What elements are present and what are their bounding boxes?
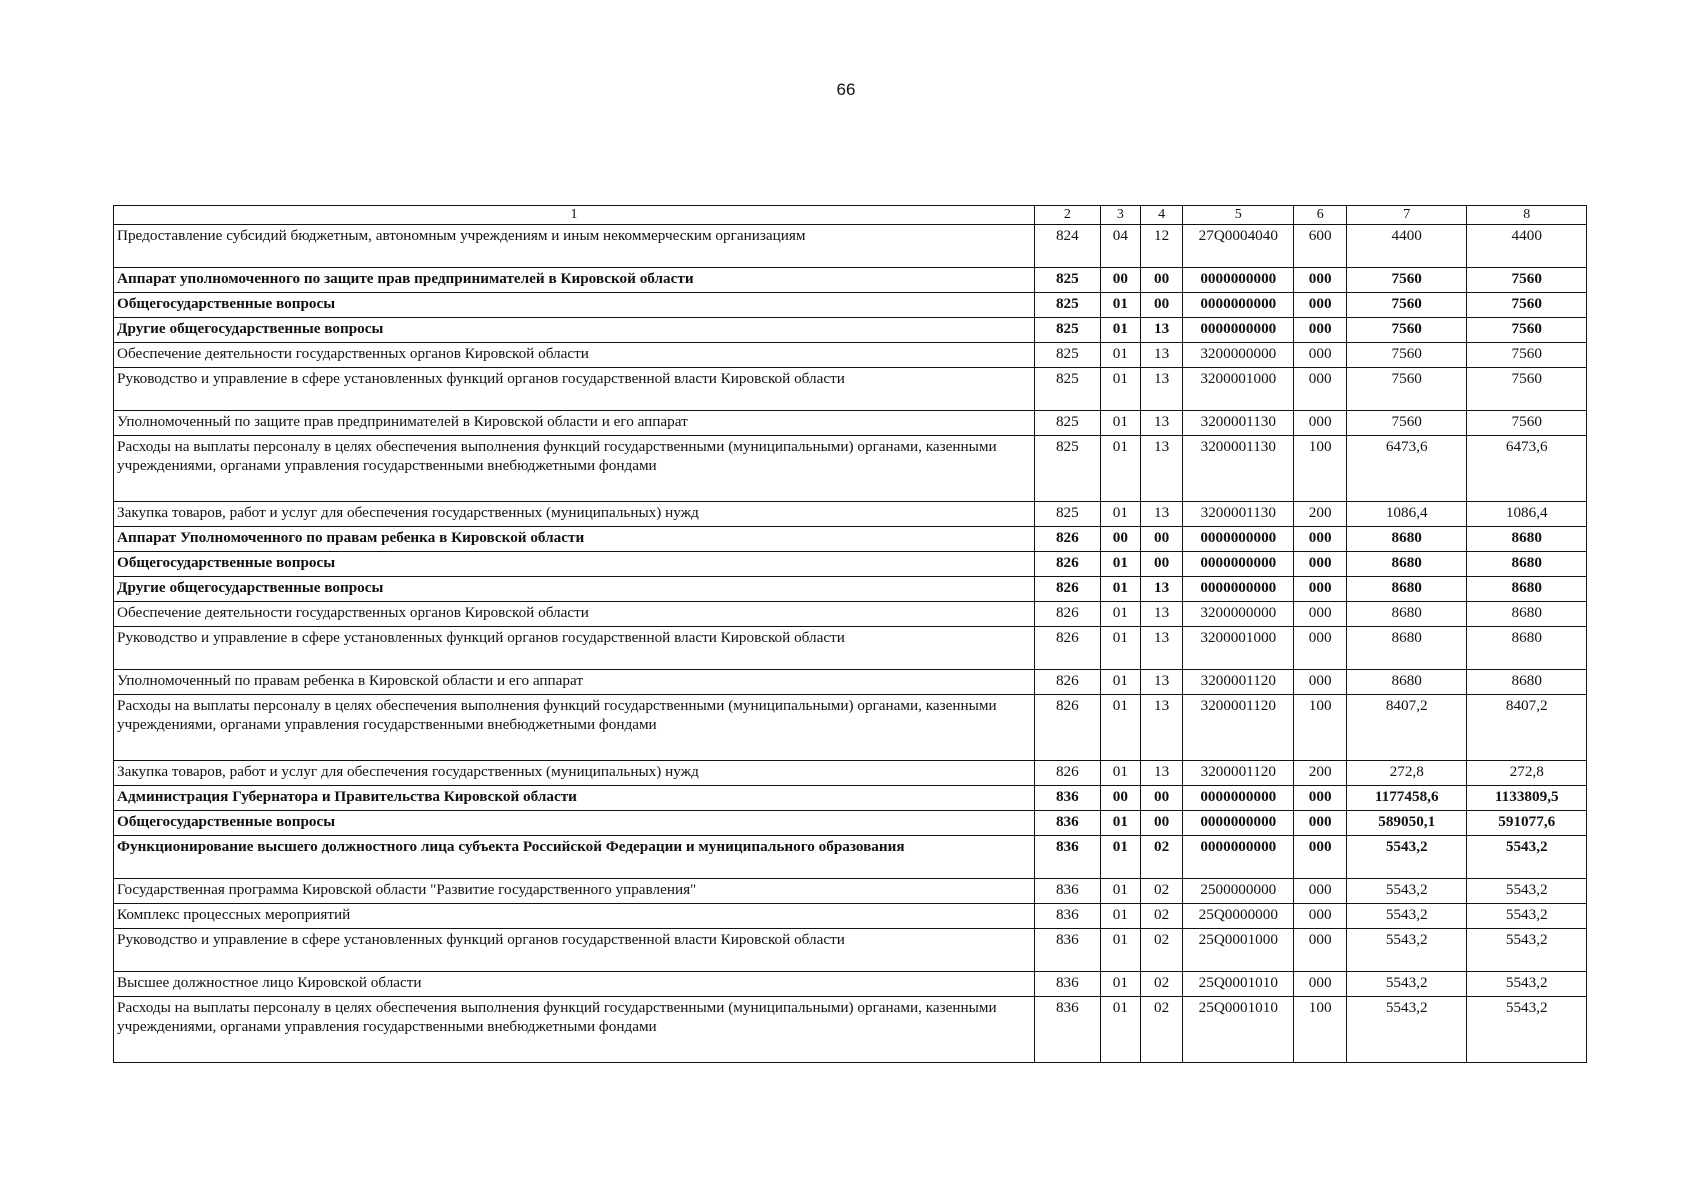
row-name-cell: Другие общегосударственные вопросы [114, 318, 1035, 343]
expense-type-cell: 600 [1294, 225, 1347, 268]
expense-type-cell: 000 [1294, 318, 1347, 343]
amount-year1-cell: 7560 [1346, 411, 1467, 436]
table-row [114, 997, 1587, 1063]
chapter-code-cell: 825 [1034, 318, 1100, 343]
subsection-code-cell: 02 [1140, 879, 1182, 904]
expense-type-cell: 000 [1294, 577, 1347, 602]
amount-year1-cell: 8680 [1346, 602, 1467, 627]
row-name-cell: Общегосударственные вопросы [114, 293, 1035, 318]
subsection-code-cell: 13 [1140, 368, 1182, 411]
section-code-cell: 01 [1100, 929, 1140, 972]
amount-year2-cell: 5543,2 [1467, 836, 1587, 879]
target-article-cell: 0000000000 [1183, 552, 1294, 577]
table-row [114, 436, 1587, 502]
chapter-code-cell: 836 [1034, 972, 1100, 997]
subsection-code-cell: 13 [1140, 577, 1182, 602]
row-name-cell: Руководство и управление в сфере установленных функций органов государственной власти Кировской области [114, 929, 1035, 972]
row-name-cell: Закупка товаров, работ и услуг для обеспечения государственных (муниципальных) нужд [114, 761, 1035, 786]
chapter-code-cell: 825 [1034, 268, 1100, 293]
target-article-cell: 0000000000 [1183, 577, 1294, 602]
subsection-code-cell: 13 [1140, 343, 1182, 368]
chapter-code-cell: 836 [1034, 904, 1100, 929]
table-row [114, 972, 1587, 997]
target-article-cell: 3200001120 [1183, 670, 1294, 695]
amount-year1-cell: 8680 [1346, 577, 1467, 602]
header-cell: 4 [1140, 206, 1182, 225]
amount-year2-cell: 1086,4 [1467, 502, 1587, 527]
header-cell: 7 [1346, 206, 1467, 225]
amount-year1-cell: 8680 [1346, 627, 1467, 670]
target-article-cell: 25Q0001010 [1183, 972, 1294, 997]
amount-year1-cell: 8680 [1346, 527, 1467, 552]
row-name-cell: Государственная программа Кировской области "Развитие государственного управления" [114, 879, 1035, 904]
subsection-code-cell: 02 [1140, 972, 1182, 997]
amount-year2-cell: 8680 [1467, 627, 1587, 670]
row-name-cell: Общегосударственные вопросы [114, 552, 1035, 577]
amount-year2-cell: 5543,2 [1467, 879, 1587, 904]
expense-type-cell: 000 [1294, 411, 1347, 436]
table-row [114, 627, 1587, 670]
chapter-code-cell: 836 [1034, 929, 1100, 972]
amount-year2-cell: 4400 [1467, 225, 1587, 268]
header-cell: 2 [1034, 206, 1100, 225]
amount-year1-cell: 5543,2 [1346, 972, 1467, 997]
expense-type-cell: 000 [1294, 268, 1347, 293]
target-article-cell: 3200001130 [1183, 502, 1294, 527]
row-name-cell: Общегосударственные вопросы [114, 811, 1035, 836]
table-body [114, 225, 1587, 1063]
table-row [114, 879, 1587, 904]
amount-year2-cell: 8680 [1467, 552, 1587, 577]
amount-year1-cell: 5543,2 [1346, 997, 1467, 1063]
row-name-cell: Аппарат Уполномоченного по правам ребенка в Кировской области [114, 527, 1035, 552]
amount-year1-cell: 5543,2 [1346, 879, 1467, 904]
expense-type-cell: 000 [1294, 836, 1347, 879]
row-name-cell: Уполномоченный по правам ребенка в Кировской области и его аппарат [114, 670, 1035, 695]
subsection-code-cell: 00 [1140, 268, 1182, 293]
chapter-code-cell: 826 [1034, 627, 1100, 670]
header-cell: 8 [1467, 206, 1587, 225]
amount-year1-cell: 5543,2 [1346, 836, 1467, 879]
table-row [114, 761, 1587, 786]
amount-year2-cell: 7560 [1467, 268, 1587, 293]
target-article-cell: 0000000000 [1183, 527, 1294, 552]
section-code-cell: 01 [1100, 670, 1140, 695]
expense-type-cell: 000 [1294, 879, 1347, 904]
chapter-code-cell: 824 [1034, 225, 1100, 268]
subsection-code-cell: 13 [1140, 695, 1182, 761]
chapter-code-cell: 825 [1034, 368, 1100, 411]
table-row [114, 929, 1587, 972]
row-name-cell: Уполномоченный по защите прав предпринимателей в Кировской области и его аппарат [114, 411, 1035, 436]
subsection-code-cell: 13 [1140, 670, 1182, 695]
row-name-cell: Аппарат уполномоченного по защите прав предпринимателей в Кировской области [114, 268, 1035, 293]
chapter-code-cell: 826 [1034, 695, 1100, 761]
amount-year2-cell: 5543,2 [1467, 972, 1587, 997]
amount-year2-cell: 7560 [1467, 293, 1587, 318]
subsection-code-cell: 02 [1140, 904, 1182, 929]
amount-year1-cell: 7560 [1346, 318, 1467, 343]
amount-year1-cell: 8680 [1346, 552, 1467, 577]
amount-year2-cell: 7560 [1467, 318, 1587, 343]
target-article-cell: 0000000000 [1183, 836, 1294, 879]
section-code-cell: 04 [1100, 225, 1140, 268]
expense-type-cell: 000 [1294, 929, 1347, 972]
section-code-cell: 01 [1100, 972, 1140, 997]
section-code-cell: 01 [1100, 552, 1140, 577]
chapter-code-cell: 826 [1034, 527, 1100, 552]
target-article-cell: 3200001120 [1183, 695, 1294, 761]
table-row [114, 577, 1587, 602]
row-name-cell: Высшее должностное лицо Кировской области [114, 972, 1035, 997]
section-code-cell: 00 [1100, 268, 1140, 293]
target-article-cell: 2500000000 [1183, 879, 1294, 904]
subsection-code-cell: 02 [1140, 929, 1182, 972]
header-cell: 3 [1100, 206, 1140, 225]
expense-type-cell: 000 [1294, 786, 1347, 811]
expense-type-cell: 000 [1294, 293, 1347, 318]
row-name-cell: Руководство и управление в сфере установленных функций органов государственной власти Кировской области [114, 627, 1035, 670]
expense-type-cell: 000 [1294, 552, 1347, 577]
section-code-cell: 01 [1100, 695, 1140, 761]
row-name-cell: Руководство и управление в сфере установленных функций органов государственной власти Кировской области [114, 368, 1035, 411]
amount-year2-cell: 7560 [1467, 343, 1587, 368]
subsection-code-cell: 02 [1140, 997, 1182, 1063]
row-name-cell: Обеспечение деятельности государственных органов Кировской области [114, 343, 1035, 368]
table-row [114, 411, 1587, 436]
amount-year2-cell: 6473,6 [1467, 436, 1587, 502]
expense-type-cell: 000 [1294, 527, 1347, 552]
amount-year2-cell: 591077,6 [1467, 811, 1587, 836]
subsection-code-cell: 00 [1140, 811, 1182, 836]
amount-year1-cell: 7560 [1346, 343, 1467, 368]
table-row [114, 786, 1587, 811]
amount-year1-cell: 589050,1 [1346, 811, 1467, 836]
section-code-cell: 01 [1100, 811, 1140, 836]
chapter-code-cell: 836 [1034, 786, 1100, 811]
amount-year1-cell: 5543,2 [1346, 929, 1467, 972]
chapter-code-cell: 836 [1034, 836, 1100, 879]
subsection-code-cell: 13 [1140, 411, 1182, 436]
target-article-cell: 25Q0001000 [1183, 929, 1294, 972]
chapter-code-cell: 826 [1034, 577, 1100, 602]
subsection-code-cell: 00 [1140, 293, 1182, 318]
table-row [114, 368, 1587, 411]
section-code-cell: 01 [1100, 436, 1140, 502]
amount-year1-cell: 8680 [1346, 670, 1467, 695]
amount-year2-cell: 8680 [1467, 527, 1587, 552]
header-cell: 5 [1183, 206, 1294, 225]
subsection-code-cell: 13 [1140, 627, 1182, 670]
chapter-code-cell: 825 [1034, 436, 1100, 502]
subsection-code-cell: 00 [1140, 527, 1182, 552]
amount-year1-cell: 8407,2 [1346, 695, 1467, 761]
chapter-code-cell: 826 [1034, 761, 1100, 786]
row-name-cell: Обеспечение деятельности государственных органов Кировской области [114, 602, 1035, 627]
expense-type-cell: 200 [1294, 761, 1347, 786]
target-article-cell: 3200001130 [1183, 411, 1294, 436]
section-code-cell: 01 [1100, 836, 1140, 879]
expense-type-cell: 200 [1294, 502, 1347, 527]
row-name-cell: Администрация Губернатора и Правительства Кировской области [114, 786, 1035, 811]
expense-type-cell: 000 [1294, 811, 1347, 836]
amount-year2-cell: 5543,2 [1467, 997, 1587, 1063]
expense-type-cell: 100 [1294, 695, 1347, 761]
amount-year1-cell: 7560 [1346, 368, 1467, 411]
section-code-cell: 01 [1100, 368, 1140, 411]
budget-table [113, 205, 1587, 1063]
chapter-code-cell: 826 [1034, 552, 1100, 577]
page-number: 66 [836, 80, 856, 99]
header-cell: 6 [1294, 206, 1347, 225]
chapter-code-cell: 825 [1034, 293, 1100, 318]
amount-year2-cell: 5543,2 [1467, 929, 1587, 972]
table-row [114, 811, 1587, 836]
subsection-code-cell: 02 [1140, 836, 1182, 879]
amount-year2-cell: 1133809,5 [1467, 786, 1587, 811]
expense-type-cell: 000 [1294, 343, 1347, 368]
table-row [114, 552, 1587, 577]
subsection-code-cell: 00 [1140, 786, 1182, 811]
subsection-code-cell: 13 [1140, 761, 1182, 786]
target-article-cell: 3200001000 [1183, 627, 1294, 670]
chapter-code-cell: 836 [1034, 811, 1100, 836]
target-article-cell: 27Q0004040 [1183, 225, 1294, 268]
expense-type-cell: 100 [1294, 997, 1347, 1063]
row-name-cell: Расходы на выплаты персоналу в целях обеспечения выполнения функций государственными (муниципальными) органами, казенными учреждениями, органами управления государственными внебюджетными фондами [114, 997, 1035, 1063]
expense-type-cell: 000 [1294, 972, 1347, 997]
amount-year1-cell: 272,8 [1346, 761, 1467, 786]
row-name-cell: Функционирование высшего должностного лица субъекта Российской Федерации и муниципального образования [114, 836, 1035, 879]
table-row [114, 293, 1587, 318]
table-row [114, 670, 1587, 695]
target-article-cell: 0000000000 [1183, 786, 1294, 811]
table-row [114, 527, 1587, 552]
target-article-cell: 25Q0001010 [1183, 997, 1294, 1063]
expense-type-cell: 000 [1294, 602, 1347, 627]
target-article-cell: 0000000000 [1183, 811, 1294, 836]
subsection-code-cell: 13 [1140, 436, 1182, 502]
target-article-cell: 3200000000 [1183, 602, 1294, 627]
section-code-cell: 01 [1100, 293, 1140, 318]
amount-year1-cell: 7560 [1346, 268, 1467, 293]
table-row [114, 343, 1587, 368]
expense-type-cell: 000 [1294, 627, 1347, 670]
amount-year1-cell: 1086,4 [1346, 502, 1467, 527]
amount-year2-cell: 8680 [1467, 670, 1587, 695]
expense-type-cell: 000 [1294, 904, 1347, 929]
subsection-code-cell: 13 [1140, 318, 1182, 343]
header-cell: 1 [114, 206, 1035, 225]
expense-type-cell: 000 [1294, 368, 1347, 411]
section-code-cell: 01 [1100, 761, 1140, 786]
target-article-cell: 25Q0000000 [1183, 904, 1294, 929]
amount-year2-cell: 7560 [1467, 368, 1587, 411]
chapter-code-cell: 825 [1034, 411, 1100, 436]
table-row [114, 602, 1587, 627]
table-row [114, 904, 1587, 929]
section-code-cell: 00 [1100, 527, 1140, 552]
section-code-cell: 01 [1100, 577, 1140, 602]
chapter-code-cell: 836 [1034, 879, 1100, 904]
table-row [114, 502, 1587, 527]
amount-year1-cell: 5543,2 [1346, 904, 1467, 929]
row-name-cell: Расходы на выплаты персоналу в целях обеспечения выполнения функций государственными (муниципальными) органами, казенными учреждениями, органами управления государственными внебюджетными фондами [114, 436, 1035, 502]
row-name-cell: Расходы на выплаты персоналу в целях обеспечения выполнения функций государственными (муниципальными) органами, казенными учреждениями, органами управления государственными внебюджетными фондами [114, 695, 1035, 761]
target-article-cell: 3200001130 [1183, 436, 1294, 502]
amount-year1-cell: 1177458,6 [1346, 786, 1467, 811]
amount-year2-cell: 5543,2 [1467, 904, 1587, 929]
target-article-cell: 3200001000 [1183, 368, 1294, 411]
table-row [114, 695, 1587, 761]
target-article-cell: 0000000000 [1183, 318, 1294, 343]
row-name-cell: Предоставление субсидий бюджетным, автономным учреждениям и иным некоммерческим организациям [114, 225, 1035, 268]
amount-year1-cell: 7560 [1346, 293, 1467, 318]
section-code-cell: 01 [1100, 343, 1140, 368]
amount-year2-cell: 8680 [1467, 577, 1587, 602]
row-name-cell: Комплекс процессных мероприятий [114, 904, 1035, 929]
expense-type-cell: 100 [1294, 436, 1347, 502]
subsection-code-cell: 00 [1140, 552, 1182, 577]
amount-year2-cell: 8407,2 [1467, 695, 1587, 761]
subsection-code-cell: 13 [1140, 502, 1182, 527]
header-row [114, 206, 1587, 225]
subsection-code-cell: 13 [1140, 602, 1182, 627]
chapter-code-cell: 825 [1034, 502, 1100, 527]
section-code-cell: 01 [1100, 879, 1140, 904]
target-article-cell: 3200001120 [1183, 761, 1294, 786]
amount-year2-cell: 7560 [1467, 411, 1587, 436]
section-code-cell: 01 [1100, 602, 1140, 627]
section-code-cell: 01 [1100, 904, 1140, 929]
chapter-code-cell: 826 [1034, 670, 1100, 695]
table-row [114, 225, 1587, 268]
chapter-code-cell: 836 [1034, 997, 1100, 1063]
expense-type-cell: 000 [1294, 670, 1347, 695]
section-code-cell: 01 [1100, 411, 1140, 436]
target-article-cell: 3200000000 [1183, 343, 1294, 368]
table-row [114, 836, 1587, 879]
amount-year2-cell: 272,8 [1467, 761, 1587, 786]
subsection-code-cell: 12 [1140, 225, 1182, 268]
section-code-cell: 01 [1100, 997, 1140, 1063]
section-code-cell: 01 [1100, 318, 1140, 343]
section-code-cell: 00 [1100, 786, 1140, 811]
section-code-cell: 01 [1100, 502, 1140, 527]
table-row [114, 318, 1587, 343]
row-name-cell: Другие общегосударственные вопросы [114, 577, 1035, 602]
amount-year1-cell: 6473,6 [1346, 436, 1467, 502]
chapter-code-cell: 825 [1034, 343, 1100, 368]
table-row [114, 268, 1587, 293]
section-code-cell: 01 [1100, 627, 1140, 670]
row-name-cell: Закупка товаров, работ и услуг для обеспечения государственных (муниципальных) нужд [114, 502, 1035, 527]
target-article-cell: 0000000000 [1183, 293, 1294, 318]
target-article-cell: 0000000000 [1183, 268, 1294, 293]
amount-year2-cell: 8680 [1467, 602, 1587, 627]
amount-year1-cell: 4400 [1346, 225, 1467, 268]
chapter-code-cell: 826 [1034, 602, 1100, 627]
